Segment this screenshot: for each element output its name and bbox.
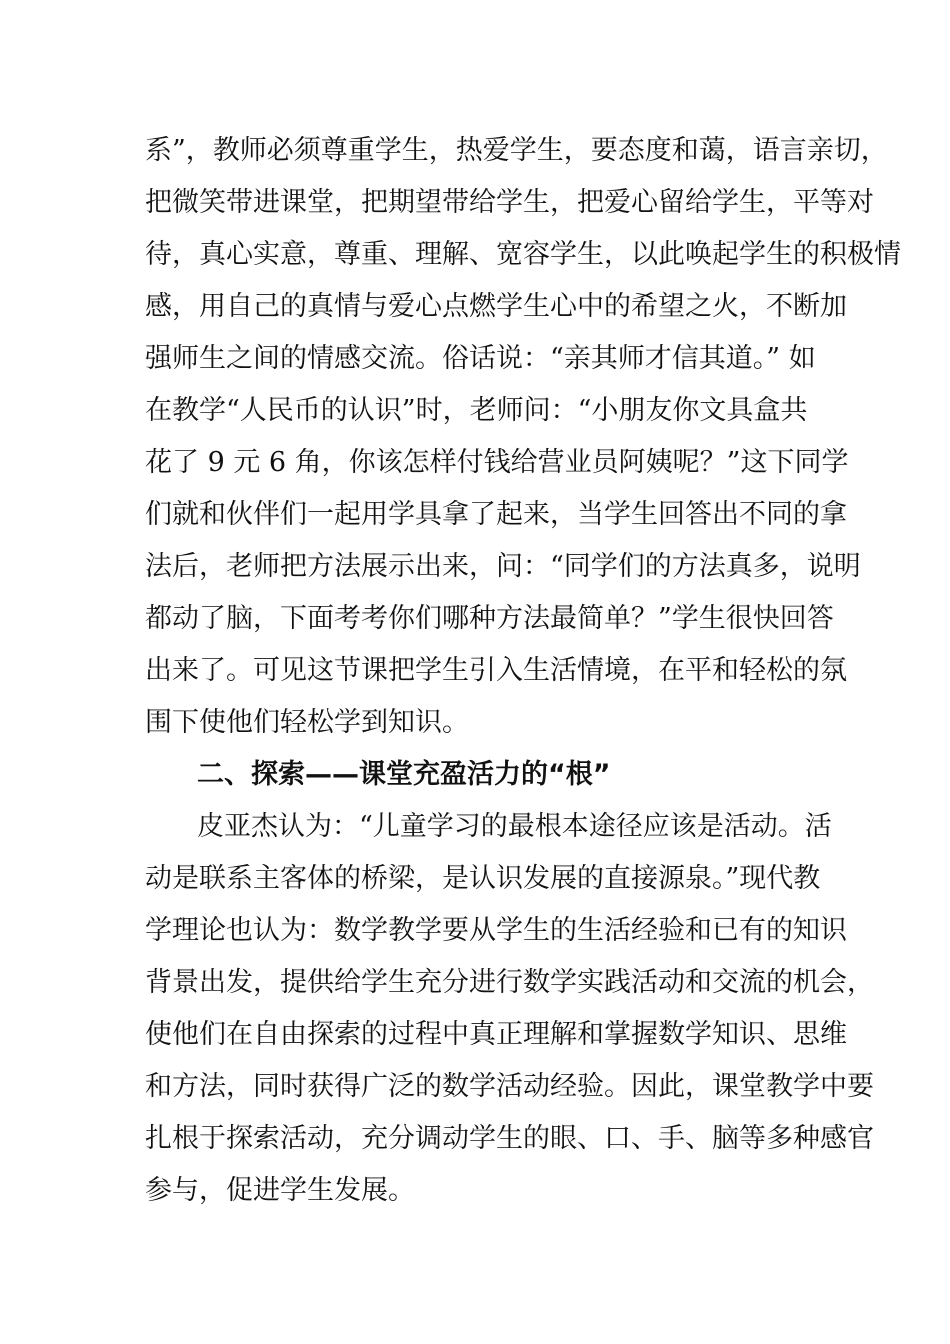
- text-line: 背景出发，提供给学生充分进行数学实践活动和交流的机会，: [145, 967, 874, 998]
- section-heading: 二、探索——课堂充盈活力的“根”: [197, 759, 611, 790]
- text-line: 扎根于探索活动，充分调动学生的眼、口、手、脑等多种感官: [145, 1123, 874, 1154]
- text-line: 使他们在自由探索的过程中真正理解和掌握数学知识、思维: [145, 1019, 847, 1050]
- text-line: 学理论也认为：数学教学要从学生的生活经验和已有的知识: [145, 915, 847, 946]
- text-line: 们就和伙伴们一起用学具拿了起来，当学生回答出不同的拿: [145, 499, 847, 530]
- text-line: 把微笑带进课堂，把期望带给学生，把爱心留给学生，平等对: [145, 187, 874, 218]
- text-line: 动是联系主客体的桥梁，是认识发展的直接源泉。”现代教: [145, 863, 821, 894]
- text-line: 围下使他们轻松学到知识。: [145, 707, 469, 738]
- text-line: 感，用自己的真情与爱心点燃学生心中的希望之火，不断加: [145, 291, 847, 322]
- text-line: 皮亚杰认为：“儿童学习的最根本途径应该是活动。活: [197, 811, 832, 842]
- text-line: 花了 9 元 6 角，你该怎样付钱给营业员阿姨呢？”这下同学: [145, 447, 849, 478]
- text-line: 法后，老师把方法展示出来，问：“同学们的方法真多，说明: [145, 551, 861, 582]
- text-line: 系”，教师必须尊重学生，热爱学生，要态度和蔼，语言亲切，: [145, 135, 888, 166]
- text-line: 和方法，同时获得广泛的数学活动经验。因此，课堂教学中要: [145, 1071, 874, 1102]
- text-line: 出来了。可见这节课把学生引入生活情境，在平和轻松的氛: [145, 655, 847, 686]
- text-line: 在教学“人民币的认识”时，老师问：“小朋友你文具盒共: [145, 395, 808, 426]
- text-line: 都动了脑，下面考考你们哪种方法最简单？”学生很快回答: [145, 603, 834, 634]
- text-line: 参与，促进学生发展。: [145, 1175, 415, 1206]
- text-line: 待，真心实意，尊重、理解、宽容学生，以此唤起学生的积极情: [145, 239, 901, 270]
- text-line: 强师生之间的情感交流。俗话说：“亲其师才信其道。” 如: [145, 343, 816, 374]
